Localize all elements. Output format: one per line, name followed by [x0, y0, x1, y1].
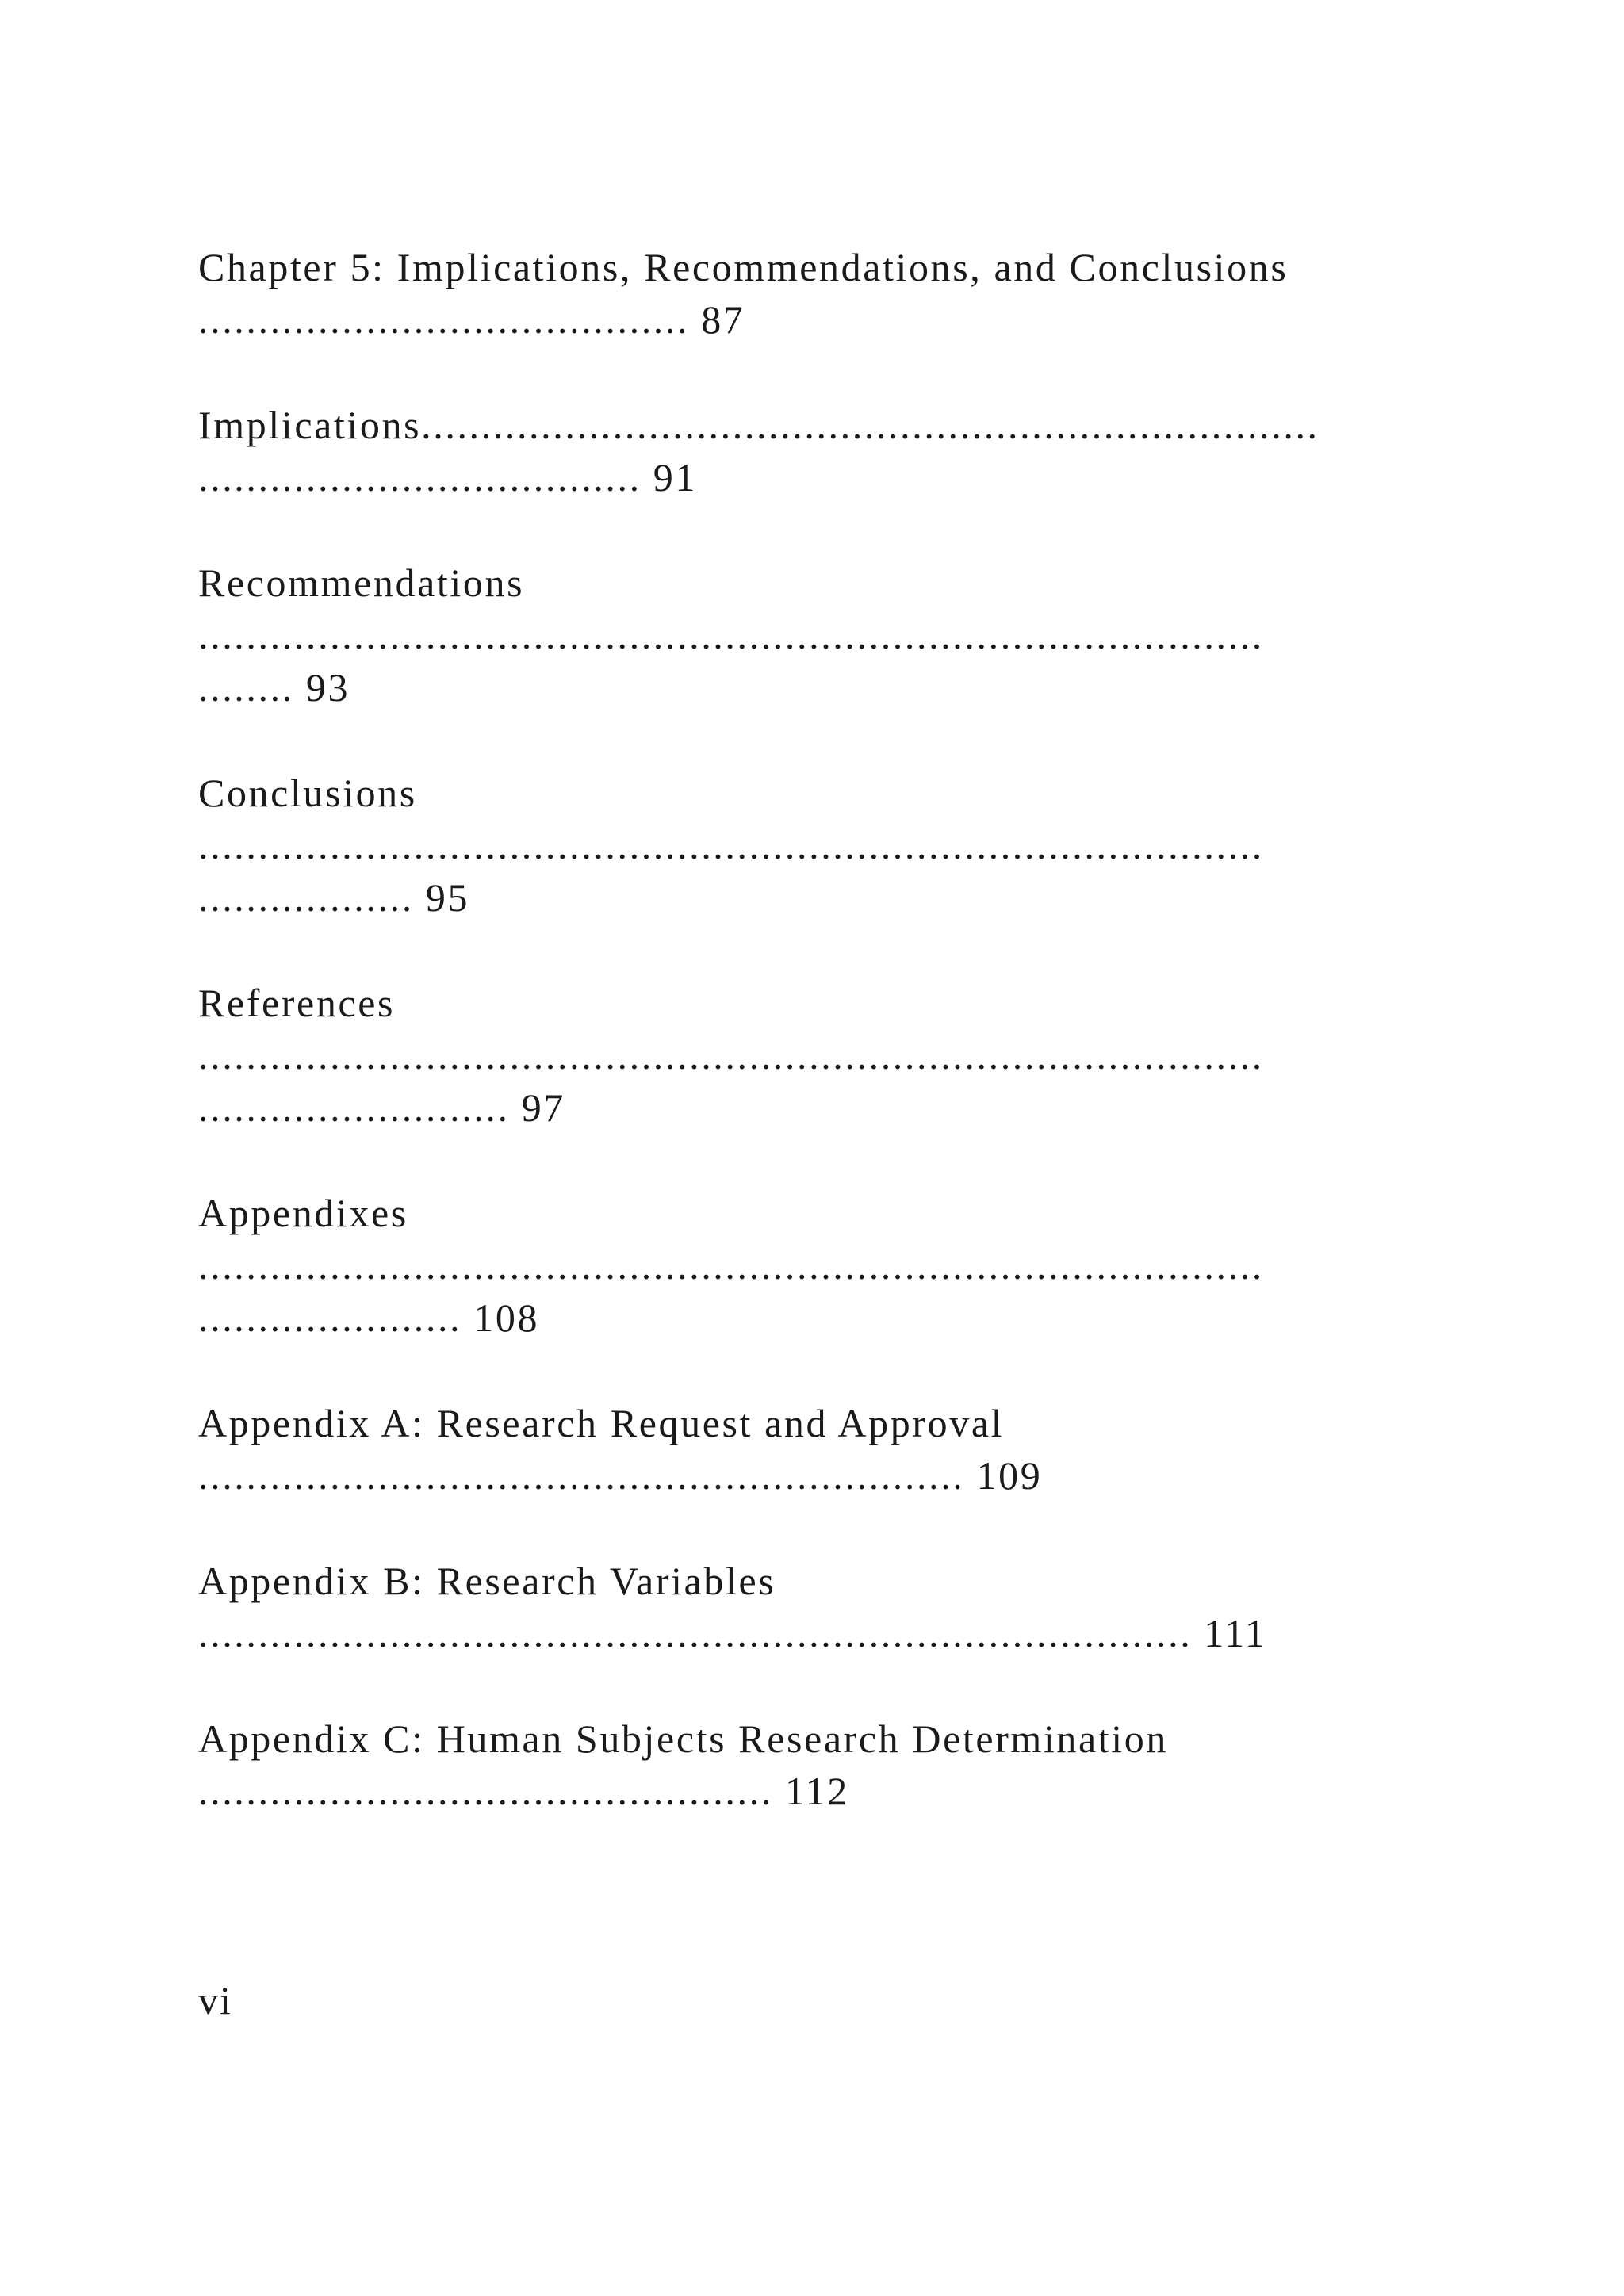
- toc-entry-leader: .........................................................................................: [198, 1033, 1264, 1077]
- toc-entry-leader: .........................................................................................: [198, 1243, 1264, 1288]
- toc-entry-appendix-a: [198, 1397, 1435, 1502]
- toc-entry-appendixes: [198, 1187, 1435, 1344]
- toc-entry-leader: ......................................... 87: [198, 297, 745, 342]
- toc-entry-title: Implications...........................................................................: [198, 403, 1320, 447]
- toc-entry-title: Appendix B: Research Variables: [198, 1559, 776, 1603]
- toc-entry-title: Appendixes: [198, 1191, 408, 1235]
- toc-entry-recommendations: [198, 557, 1435, 714]
- toc-entry-title: Conclusions: [198, 771, 417, 815]
- toc-entry-chapter-5: [198, 241, 1435, 346]
- toc-entry-references: [198, 977, 1435, 1134]
- page-number: vi: [198, 1978, 232, 2022]
- toc-entry-leader: .................. 95: [198, 875, 470, 920]
- toc-entry-leader: ................................................................................... 111: [198, 1611, 1267, 1655]
- toc-entry-leader: ...................... 108: [198, 1295, 540, 1340]
- toc-entry-title: Chapter 5: Implications, Recommendations, and Conclusions: [198, 245, 1289, 289]
- toc-entry-leader: .........................................................................................: [198, 823, 1264, 867]
- toc-entry-leader: ................................................................ 109: [198, 1453, 1043, 1498]
- toc-entry-leader: .........................................................................................: [198, 613, 1264, 657]
- toc-entry-implications: [198, 399, 1435, 503]
- toc-entry-appendix-c: [198, 1712, 1435, 1817]
- toc-entry-title: Appendix C: Human Subjects Research Determination: [198, 1716, 1168, 1761]
- toc-entry-leader: .......................... 97: [198, 1085, 565, 1130]
- table-of-contents: [198, 241, 1435, 1870]
- toc-entry-leader: ..................................... 91: [198, 455, 697, 499]
- toc-entry-leader: ........ 93: [198, 665, 350, 710]
- toc-entry-conclusions: [198, 767, 1435, 924]
- toc-entry-leader: ................................................ 112: [198, 1769, 849, 1813]
- toc-entry-title: Appendix A: Research Request and Approval: [198, 1401, 1005, 1445]
- toc-entry-appendix-b: [198, 1555, 1435, 1659]
- toc-entry-title: References: [198, 981, 396, 1025]
- toc-entry-title: Recommendations: [198, 561, 525, 605]
